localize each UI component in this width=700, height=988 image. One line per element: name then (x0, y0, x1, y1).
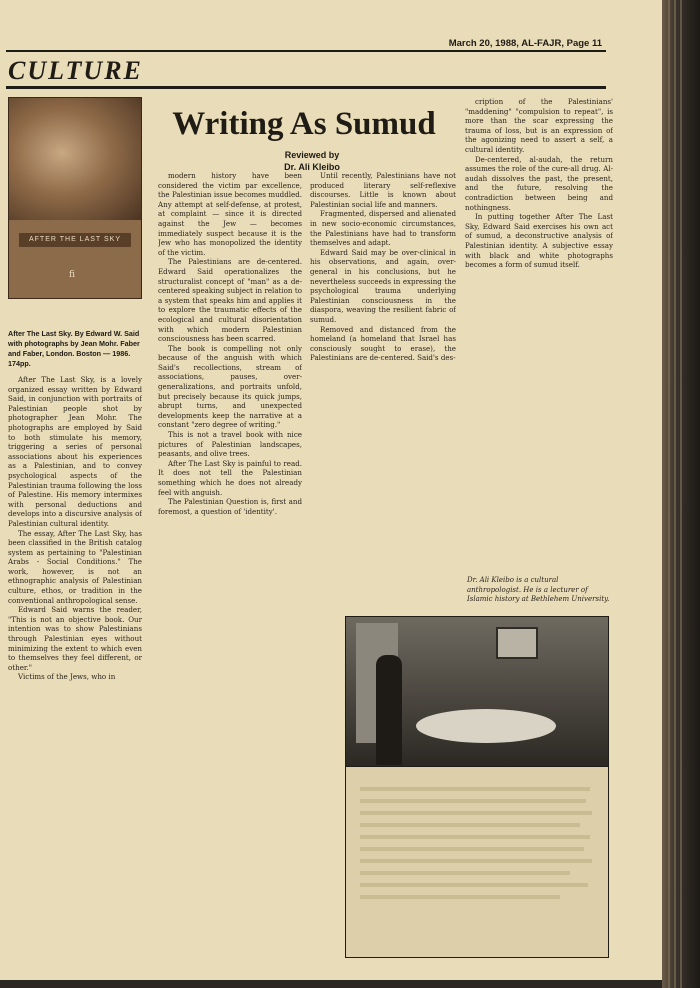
faded-caption-line (360, 787, 590, 791)
faded-caption-line (360, 835, 590, 839)
paragraph: After The Last Sky, is a lovely organized essay written by Edward Said, in conjunction with portraits of Palestinian people shot by photographer Jean Mohr. The photographs are employed by Said to both stimulate his memory, triggering a series of personal associations about his experiences as a Palestinian, and to convey psychological aspects of the Palestinian trauma following the loss of Palestine. His memory intermixes with personal deductions and develops into a discursive analysis of Palestinian cultural identity. (8, 375, 142, 528)
book-caption: After The Last Sky. By Edward W. Said with photographs by Jean Mohr. Faber and Faber, London. Boston — 1986. 174pp. (8, 329, 140, 368)
faded-caption-line (360, 859, 592, 863)
byline-author: Dr. Ali Kleibo (284, 162, 340, 172)
column-4 (465, 97, 613, 577)
page-folio: March 20, 1988, AL-FAJR, Page 11 (448, 38, 602, 49)
cover-title: AFTER THE LAST SKY (19, 233, 131, 247)
paragraph: Edward Said may be over-clinical in his observations, and again, over-general in his conclusions, but he nevertheless succeeds in expressing the psychological trauma underlying Palestinian consciousness in the diaspora, weaving the resilient fabric of sumud. (310, 247, 456, 324)
paragraph: The Palestinian Question is, first and foremost, a question of 'identity'. (158, 497, 302, 516)
paragraph: This is not a travel book with nice pictures of Palestinian landscapes, peasants, and olive trees. (158, 430, 302, 459)
family-photograph (345, 616, 609, 768)
paragraph: In putting together After The Last Sky, Edward Said exercises his own act of sumud, a deconstructive analysis of Palestinian identity. A subjective essay with black and white photographs becomes a form of sumud itself. (465, 212, 613, 270)
column-2 (158, 171, 302, 961)
photo-woman-figure (376, 655, 402, 765)
column-3 (310, 171, 456, 611)
author-bio: Dr. Ali Kleibo is a cultural anthropologist. He is a lecturer of Islamic history at Bethlehem University. (467, 576, 610, 603)
section-title: CULTURE (8, 56, 143, 85)
top-rule (6, 50, 606, 52)
paragraph: modern history have been considered the victim par excellence, the Palestinian issue becomes muddled. Any attempt at self-defense, at protest, at complaint — since it is directed against the Jew — becomes immediately suspect because it is the Jew who has monopolized the identity of the victim. (158, 171, 302, 257)
section-rule (6, 86, 606, 89)
publisher-emblem: fi (69, 270, 76, 280)
faded-caption-line (360, 823, 580, 827)
paragraph: After The Last Sky is painful to read. It does not tell the Palestinian something which he does not already feel with anguish. (158, 458, 302, 497)
book-cover (8, 97, 142, 299)
book-binding (662, 0, 700, 988)
paragraph: Until recently, Palestinians have not produced literary self-reflexive discourses. Little is known about Palestinian social life and manners. (310, 171, 456, 209)
faded-caption-line (360, 847, 584, 851)
headline: Writing As Sumud (172, 106, 436, 142)
faded-caption-line (360, 895, 560, 899)
paragraph: Fragmented, dispersed and alienated in new socio-economic circumstances, the Palestinians have had to transform themselves and adapt. (310, 209, 456, 248)
paragraph: The essay, After The Last Sky, has been classified in the British catalog system as pertaining to "Palestinian Arabs - Social Conditions." The work, however, is not an ethnographic analysis of Palestinian culture, ethos, or tradition in the conventional anthropological sense. (8, 528, 142, 605)
paragraph: De-centered, al-audah, the return assumes the role of the cure-all drug. Al-audah dissolves the past, the present, and the future, resolving the contradiction between being and nothingness. (465, 154, 613, 212)
paragraph: The book is compelling not only because of the anguish with which Said's recollections, stream of associations, pauses, over-generalizations, and portraits unfold, but precisely because its quick jumps, abrupt turns, and unexpected developments keep the narrative at a constant "zero degree of writing." (158, 343, 302, 430)
faded-caption-line (360, 811, 592, 815)
faded-caption-line (360, 883, 588, 887)
faded-caption-line (360, 799, 586, 803)
faded-caption-line (360, 871, 570, 875)
paragraph: Removed and distanced from the homeland (a homeland that Israel has consciously sought to erase), the Palestinians are de-centered. Said's des- (310, 324, 456, 363)
byline (252, 149, 372, 173)
photo-dining-table (416, 709, 556, 743)
column-1 (8, 375, 142, 975)
byline-label: Reviewed by (284, 150, 340, 160)
photo-caption-box (345, 766, 609, 958)
cover-portrait (9, 98, 141, 220)
photo-picture-frame (496, 627, 538, 659)
paragraph: Edward Said warns the reader, "This is not an objective book. Our intention was to show Palestinians through Palestinian eyes without minimizing the extent to which even to themselves they feel different, or other." (8, 605, 142, 672)
paragraph: cription of the Palestinians' "maddening" "compulsion to repeat", is more than the scar expressing the trauma of loss, but is an expression of the agonizing need to assert a self, a cultural identity. (465, 97, 613, 154)
paragraph: The Palestinians are de-centered. Edward Said operationalizes the structuralist concept of "man" as a de-centered speaking subject in relation to a system that speaks him and applies it to explore the traumatic effects of the ecological and cultural disorientation with which modern Palestinian consciousness has been scarred. (158, 257, 302, 344)
paragraph: Victims of the Jews, who in (18, 672, 116, 682)
